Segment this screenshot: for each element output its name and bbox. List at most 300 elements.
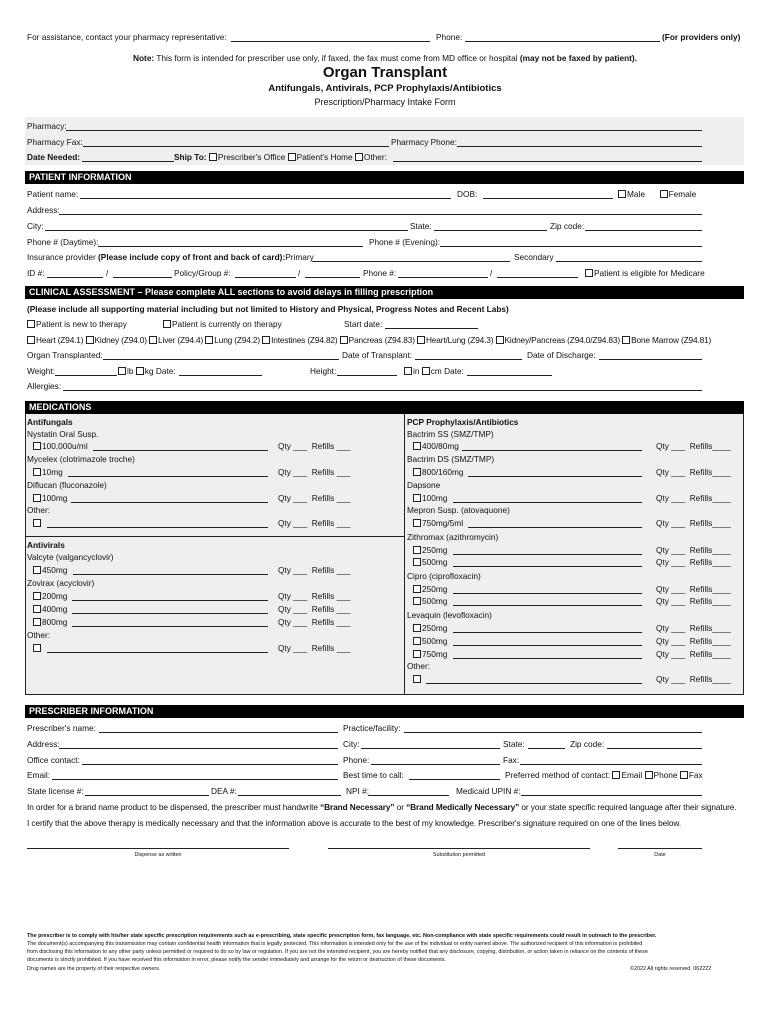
refills-label: Refills: [689, 545, 713, 555]
levaquin-750-checkbox[interactable]: [413, 650, 421, 658]
cipro-500-checkbox[interactable]: [413, 597, 421, 605]
valcyte-sig-field[interactable]: [73, 574, 268, 575]
brand-medically-necessary: “Brand Medically Necessary”: [406, 802, 520, 812]
rep-field[interactable]: [231, 41, 430, 42]
ship-to-label: Ship To:: [174, 152, 207, 162]
height-date-field[interactable]: [467, 375, 552, 376]
brand-or: or: [396, 802, 404, 812]
policy-primary-field[interactable]: [235, 277, 296, 278]
levaquin-250-sig-field[interactable]: [453, 632, 642, 633]
organ-transplanted-field[interactable]: [103, 359, 339, 360]
pref-email-label: Email: [621, 770, 643, 780]
zovirax-800-dose: 800mg: [42, 617, 68, 627]
antiviral-other-qty-refills: Qty ___ Refills ___: [278, 643, 351, 653]
office-contact-field[interactable]: [82, 764, 338, 765]
levaquin-500-option: [413, 636, 447, 646]
in-label: in: [413, 366, 420, 376]
refills-label: Refills: [311, 518, 335, 528]
lb-checkbox[interactable]: [118, 367, 126, 375]
mycelex-qty-refills: Qty ___ Refills ___: [278, 467, 351, 477]
qty-label: Qty: [656, 584, 669, 594]
new-therapy-label: Patient is new to therapy: [36, 319, 127, 329]
levaquin-500-checkbox[interactable]: [413, 637, 421, 645]
ship-other-field[interactable]: [393, 161, 702, 162]
signature-substitution-line[interactable]: [328, 848, 590, 849]
organ-kidney-label: Kidney (Z94.0): [94, 335, 147, 345]
prescriber-zip-field[interactable]: [607, 748, 702, 749]
mycelex-option: [33, 467, 63, 477]
valcyte-dose: 450mg: [42, 565, 68, 575]
pref-fax-checkbox[interactable]: [680, 771, 688, 779]
start-date-label: Start date:: [344, 319, 383, 329]
address-field[interactable]: [59, 214, 702, 215]
diflucan-label: Diflucan (fluconazole): [27, 480, 107, 490]
mepron-qty-refills: Qty ___ Refills____: [656, 518, 731, 528]
cipro-250-qty-refills: Qty ___ Refills____: [656, 584, 731, 594]
in-checkbox[interactable]: [404, 367, 412, 375]
organ-kidney-checkbox[interactable]: [86, 336, 94, 344]
preferred-contact: [505, 770, 703, 780]
nystatin-checkbox[interactable]: [33, 442, 41, 450]
kg-checkbox[interactable]: [136, 367, 144, 375]
pharmacy-phone-field[interactable]: [457, 146, 702, 147]
best-time-field[interactable]: [409, 779, 500, 780]
qty-label: Qty: [278, 518, 291, 528]
allergies-field[interactable]: [63, 390, 702, 391]
qty-label: Qty: [278, 617, 291, 627]
pref-phone-checkbox[interactable]: [645, 771, 653, 779]
clinical-note: (Please include all supporting material including but not limited to History and Physical, Progress Notes and Recent Labs): [27, 304, 509, 314]
qty-label: Qty: [656, 467, 669, 477]
mycelex-checkbox[interactable]: [33, 468, 41, 476]
medicare-checkbox[interactable]: [585, 269, 593, 277]
zovirax-400-sig-field[interactable]: [72, 613, 268, 614]
organ-pancreas-checkbox[interactable]: [340, 336, 348, 344]
prescriber-section-header: PRESCRIBER INFORMATION: [25, 705, 744, 718]
female-checkbox[interactable]: [660, 190, 668, 198]
patient-name-label: Patient name:: [27, 189, 79, 199]
antifungal-other-checkbox[interactable]: [33, 519, 41, 527]
ship-home-label: Patient's Home: [296, 152, 353, 162]
gender: [618, 189, 696, 199]
id-secondary-field[interactable]: [113, 277, 172, 278]
pref-fax-label: Fax: [688, 770, 703, 780]
dea-label: DEA #:: [211, 786, 237, 796]
height-units: [404, 366, 464, 376]
zovirax-800-checkbox[interactable]: [33, 618, 41, 626]
refills-label: Refills: [689, 649, 713, 659]
footer-compliance: The prescriber is to comply with his/her state specific prescription requirements such as e-prescribing, state specific prescription form, fax language, etc. Non-compliance with state specific requirements could result in outreach to the prescriber.: [27, 933, 657, 939]
practice-field[interactable]: [404, 732, 702, 733]
weight-units: [118, 366, 176, 376]
diflucan-qty-refills: Qty ___ Refills ___: [278, 493, 351, 503]
ship-other-label: Other:: [363, 152, 387, 162]
male-checkbox[interactable]: [618, 190, 626, 198]
zip-label: Zip code:: [550, 221, 585, 231]
mepron-option: [413, 518, 463, 528]
state-field[interactable]: [434, 230, 547, 231]
antivirals-heading: Antivirals: [27, 540, 65, 550]
pcp-heading: PCP Prophylaxis/Antibiotics: [407, 417, 519, 427]
ship-to: [174, 152, 387, 162]
insurance-label: Insurance provider: [27, 252, 96, 262]
refills-label: Refills: [311, 467, 335, 477]
dapsone-option: [413, 493, 447, 503]
antifungal-other-option: [33, 518, 42, 528]
pcp-other-field[interactable]: [426, 683, 642, 684]
npi-label: NPI #:: [346, 786, 370, 796]
zovirax-400-qty-refills: Qty ___ Refills ___: [278, 604, 351, 614]
dapsone-label: Dapsone: [407, 480, 441, 490]
bactrim-ss-qty-refills: Qty ___ Refills____: [656, 441, 731, 451]
brand-text-2: or your state specific required language after their signature.: [521, 802, 737, 812]
prescriber-email-label: Email:: [27, 770, 51, 780]
refills-label: Refills: [689, 636, 713, 646]
patient-section-header: PATIENT INFORMATION: [25, 171, 744, 184]
bactrim-ss-label: Bactrim SS (SMZ/TMP): [407, 429, 494, 439]
ins-phone-label: Phone #:: [363, 268, 397, 278]
pcp-other-qty-refills: Qty ___ Refills____: [656, 674, 731, 684]
ship-office-checkbox[interactable]: [209, 153, 217, 161]
mepron-label: Mepron Susp. (atovaquone): [407, 505, 510, 515]
qty-label: Qty: [278, 591, 291, 601]
pref-phone-label: Phone: [653, 770, 678, 780]
note-bold: (may not be faxed by patient).: [519, 53, 637, 63]
id-label: ID #:: [27, 268, 45, 278]
page-title: Organ Transplant: [322, 64, 448, 81]
levaquin-750-sig-field[interactable]: [453, 658, 642, 659]
organ-pancreas-label: Pancreas (Z94.83): [348, 335, 415, 345]
antifungal-other-field[interactable]: [47, 527, 268, 528]
new-therapy: [27, 319, 127, 329]
pharmacy-field[interactable]: [66, 130, 702, 131]
zovirax-400-checkbox[interactable]: [33, 605, 41, 613]
organ-heart-lung-label: Heart/Lung (Z94.3): [425, 335, 494, 345]
qty-label: Qty: [278, 604, 291, 614]
medicare-label: Patient is eligible for Medicare: [594, 268, 705, 278]
zithromax-250-qty-refills: Qty ___ Refills____: [656, 545, 731, 555]
organ-liver-checkbox[interactable]: [149, 336, 157, 344]
insurance: [27, 252, 314, 262]
diflucan-option: [33, 493, 67, 503]
zithromax-500-checkbox[interactable]: [413, 558, 421, 566]
primary-label: Primary: [285, 252, 314, 262]
cipro-250-option: [413, 584, 447, 594]
dapsone-dose: 100mg: [422, 493, 448, 503]
valcyte-checkbox[interactable]: [33, 566, 41, 574]
note-label: Note:: [133, 53, 155, 63]
insurance-secondary-field[interactable]: [556, 261, 702, 262]
levaquin-500-sig-field[interactable]: [453, 645, 642, 646]
mepron-dose: 750mg/5ml: [422, 518, 464, 528]
ins-phone-secondary-field[interactable]: [497, 277, 578, 278]
weight-label: Weight:: [27, 366, 55, 376]
bactrim-ss-sig-field[interactable]: [462, 450, 642, 451]
patient-name-field[interactable]: [80, 198, 451, 199]
cipro-500-qty-refills: Qty ___ Refills____: [656, 596, 731, 606]
organ-kidney-pancreas-label: Kidney/Pancreas (Z94.0/Z94.83): [504, 335, 620, 345]
dob-label: DOB:: [457, 189, 478, 199]
phone-day-field[interactable]: [98, 246, 363, 247]
policy-secondary-field[interactable]: [305, 277, 360, 278]
nystatin-label: Nystatin Oral Susp.: [27, 429, 99, 439]
id-primary-field[interactable]: [47, 277, 103, 278]
organ-heart-checkbox[interactable]: [27, 336, 35, 344]
zovirax-800-qty-refills: Qty ___ Refills ___: [278, 617, 351, 627]
cipro-500-dose: 500mg: [422, 596, 448, 606]
levaquin-750-dose: 750mg: [422, 649, 448, 659]
phone-eve-label: Phone # (Evening):: [369, 237, 441, 247]
levaquin-750-qty-refills: Qty ___ Refills____: [656, 649, 731, 659]
discharge-date-field[interactable]: [599, 359, 702, 360]
ship-other-checkbox[interactable]: [355, 153, 363, 161]
pharmacy-phone-label: Pharmacy Phone:: [391, 137, 457, 147]
zovirax-200-checkbox[interactable]: [33, 592, 41, 600]
current-therapy-checkbox[interactable]: [163, 320, 171, 328]
phone-eve-field[interactable]: [440, 246, 702, 247]
pcp-other-checkbox[interactable]: [413, 675, 421, 683]
organ-heart-lung-checkbox[interactable]: [417, 336, 425, 344]
signature-substitution-label: Substitution permitted: [432, 852, 486, 858]
date-needed-field[interactable]: [82, 161, 174, 162]
cipro-250-dose: 250mg: [422, 584, 448, 594]
refills-label: Refills: [689, 493, 713, 503]
preferred-label: Preferred method of contact:: [505, 770, 611, 780]
refills-label: Refills: [311, 617, 335, 627]
dob-field[interactable]: [483, 198, 613, 199]
signature-date-line[interactable]: [618, 848, 702, 849]
qty-label: Qty: [278, 441, 291, 451]
organ-bone-marrow-checkbox[interactable]: [622, 336, 630, 344]
phone-label: Phone:: [436, 32, 463, 42]
prescriber-name-label: Prescriber's name:: [27, 723, 96, 733]
antiviral-other-label: Other:: [27, 630, 51, 640]
footer-copyright: ©2022 All rights reserved. 062222: [630, 966, 712, 972]
antiviral-other-checkbox[interactable]: [33, 644, 41, 652]
cipro-label: Cipro (ciprofloxacin): [407, 571, 481, 581]
signature-daw-line[interactable]: [27, 848, 289, 849]
insurance-note: (Please include copy of front and back of card):: [98, 252, 286, 262]
mycelex-dose: 10mg: [42, 467, 63, 477]
zovirax-400-option: [33, 604, 67, 614]
refills-label: Refills: [311, 441, 335, 451]
organ-transplanted-label: Organ Transplanted:: [27, 350, 103, 360]
license-field[interactable]: [85, 795, 209, 796]
current-therapy-label: Patient is currently on therapy: [172, 319, 282, 329]
prescriber-address-field[interactable]: [59, 748, 338, 749]
refills-label: Refills: [689, 596, 713, 606]
bactrim-ds-sig-field[interactable]: [468, 476, 642, 477]
qty-label: Qty: [278, 565, 291, 575]
zithromax-500-sig-field[interactable]: [453, 566, 642, 567]
mepron-checkbox[interactable]: [413, 519, 421, 527]
qty-label: Qty: [656, 545, 669, 555]
levaquin-500-dose: 500mg: [422, 636, 448, 646]
levaquin-250-qty-refills: Qty ___ Refills____: [656, 623, 731, 633]
valcyte-qty-refills: Qty ___ Refills ___: [278, 565, 351, 575]
page-subtitle: Antifungals, Antivirals, PCP Prophylaxis/Antibiotics: [268, 83, 502, 94]
note: [0, 53, 770, 63]
providers-label: (For providers only): [662, 32, 741, 42]
brand-text-1: In order for a brand name product to be dispensed, the prescriber must handwrite: [27, 802, 318, 812]
mepron-sig-field[interactable]: [468, 527, 642, 528]
refills-label: Refills: [311, 643, 335, 653]
levaquin-label: Levaquin (levofloxacin): [407, 610, 492, 620]
height-field[interactable]: [337, 375, 397, 376]
zithromax-label: Zithromax (azithromycin): [407, 532, 499, 542]
transplant-date-label: Date of Transplant:: [342, 350, 413, 360]
cipro-250-checkbox[interactable]: [413, 585, 421, 593]
prescriber-state-field[interactable]: [528, 748, 565, 749]
kg-label: kg Date:: [144, 366, 176, 376]
ship-home-checkbox[interactable]: [288, 153, 296, 161]
cipro-500-option: [413, 596, 447, 606]
refills-label: Refills: [689, 467, 713, 477]
qty-label: Qty: [278, 467, 291, 477]
prescriber-zip-label: Zip code:: [570, 739, 605, 749]
bactrim-ds-option: [413, 467, 464, 477]
bactrim-ds-checkbox[interactable]: [413, 468, 421, 476]
best-time-label: Best time to call:: [343, 770, 404, 780]
organ-checkboxes: [27, 335, 711, 345]
zovirax-200-qty-refills: Qty ___ Refills ___: [278, 591, 351, 601]
diflucan-checkbox[interactable]: [33, 494, 41, 502]
prescriber-city-field[interactable]: [361, 748, 500, 749]
refills-label: Refills: [689, 441, 713, 451]
nystatin-option: [33, 441, 88, 451]
zovirax-800-sig-field[interactable]: [72, 626, 268, 627]
nystatin-qty-refills: Qty ___ Refills ___: [278, 441, 351, 451]
qty-label: Qty: [656, 623, 669, 633]
qty-label: Qty: [656, 636, 669, 646]
pharmacy-label: Pharmacy:: [27, 121, 67, 131]
zithromax-250-sig-field[interactable]: [453, 554, 642, 555]
new-therapy-checkbox[interactable]: [27, 320, 35, 328]
ins-phone-slash: /: [490, 268, 493, 278]
prescriber-fax-field[interactable]: [520, 764, 702, 765]
weight-date-field[interactable]: [179, 375, 262, 376]
prescriber-fax-label: Fax:: [503, 755, 520, 765]
refills-label: Refills: [689, 674, 713, 684]
zip-field[interactable]: [585, 230, 702, 231]
organ-lung-checkbox[interactable]: [205, 336, 213, 344]
npi-field[interactable]: [368, 795, 449, 796]
cipro-500-sig-field[interactable]: [453, 605, 642, 606]
organ-intestines-label: Intestines (Z94.82): [271, 335, 338, 345]
height-label: Height:: [310, 366, 337, 376]
date-needed-label: Date Needed:: [27, 152, 81, 162]
zovirax-400-dose: 400mg: [42, 604, 68, 614]
antiviral-other-field[interactable]: [47, 652, 268, 653]
qty-label: Qty: [278, 643, 291, 653]
prescriber-address-label: Address:: [27, 739, 60, 749]
male-label: Male: [627, 189, 645, 199]
qty-label: Qty: [656, 596, 669, 606]
antifungal-other-qty-refills: Qty ___ Refills ___: [278, 518, 351, 528]
dapsone-checkbox[interactable]: [413, 494, 421, 502]
dea-field[interactable]: [238, 795, 341, 796]
brand-necessary: “Brand Necessary”: [320, 802, 395, 812]
prescriber-state-label: State:: [503, 739, 525, 749]
transplant-date-field[interactable]: [415, 359, 522, 360]
pref-email-checkbox[interactable]: [612, 771, 620, 779]
organ-intestines-checkbox[interactable]: [262, 336, 270, 344]
nystatin-sig-field[interactable]: [93, 450, 268, 451]
levaquin-750-option: [413, 649, 447, 659]
id-slash: /: [106, 268, 109, 278]
rep-phone-field[interactable]: [465, 41, 660, 42]
prescriber-phone-label: Phone:: [343, 755, 370, 765]
zithromax-250-checkbox[interactable]: [413, 546, 421, 554]
organ-bone-marrow-label: Bone Marrow (Z94.81): [631, 335, 712, 345]
cipro-250-sig-field[interactable]: [453, 593, 642, 594]
medications-section-header: MEDICATIONS: [25, 401, 744, 414]
license-label: State license #:: [27, 786, 84, 796]
lb-label: lb: [127, 366, 134, 376]
diflucan-sig-field[interactable]: [71, 502, 268, 503]
note-text: This form is intended for prescriber use only, if faxed, the fax must come from MD office or hospital: [156, 53, 518, 63]
female-label: Female: [668, 189, 697, 199]
city-field[interactable]: [45, 230, 408, 231]
upin-label: Medicaid UPIN #:: [456, 786, 521, 796]
medicare: [585, 268, 705, 278]
page-subtitle-2: Prescription/Pharmacy Intake Form: [314, 97, 456, 107]
office-contact-label: Office contact:: [27, 755, 80, 765]
footer-line-3: documents is strictly prohibited. If you have received this information in error, please notify the sender immediately and arrange for the return or destruction of these documents.: [27, 957, 446, 963]
valcyte-option: [33, 565, 67, 575]
organ-heart-label: Heart (Z94.1): [36, 335, 84, 345]
weight-field[interactable]: [55, 375, 117, 376]
antifungal-other-label: Other:: [27, 505, 51, 515]
prescriber-phone-field[interactable]: [371, 764, 500, 765]
levaquin-250-checkbox[interactable]: [413, 624, 421, 632]
prescriber-name-field[interactable]: [99, 732, 338, 733]
current-therapy: [163, 319, 282, 329]
organ-kidney-pancreas-checkbox[interactable]: [496, 336, 504, 344]
zithromax-500-option: [413, 557, 447, 567]
prescriber-city-label: City:: [343, 739, 360, 749]
ins-phone-primary-field[interactable]: [398, 277, 488, 278]
prescriber-email-field[interactable]: [52, 779, 338, 780]
mycelex-sig-field[interactable]: [68, 476, 268, 477]
bactrim-ds-label: Bactrim DS (SMZ/TMP): [407, 454, 495, 464]
insurance-primary-field[interactable]: [312, 261, 510, 262]
zithromax-250-dose: 250mg: [422, 545, 448, 555]
zovirax-label: Zovirax (acyclovir): [27, 578, 95, 588]
levaquin-250-option: [413, 623, 447, 633]
policy-slash: /: [298, 268, 301, 278]
refills-label: Refills: [689, 557, 713, 567]
pcp-other-option: [413, 674, 422, 684]
assist-label: For assistance, contact your pharmacy representative:: [27, 32, 227, 42]
ship-office-label: Prescriber's Office: [217, 152, 286, 162]
qty-label: Qty: [656, 441, 669, 451]
upin-field[interactable]: [521, 795, 702, 796]
start-date-field[interactable]: [385, 328, 478, 329]
bactrim-ss-option: [413, 441, 459, 451]
pharmacy-fax-field[interactable]: [83, 146, 389, 147]
zovirax-200-dose: 200mg: [42, 591, 68, 601]
dapsone-sig-field[interactable]: [453, 502, 642, 503]
levaquin-500-qty-refills: Qty ___ Refills____: [656, 636, 731, 646]
antifungals-heading: Antifungals: [27, 417, 73, 427]
refills-label: Refills: [689, 584, 713, 594]
cm-checkbox[interactable]: [422, 367, 430, 375]
qty-label: Qty: [656, 557, 669, 567]
bactrim-ss-checkbox[interactable]: [413, 442, 421, 450]
zithromax-250-option: [413, 545, 447, 555]
zovirax-200-sig-field[interactable]: [72, 600, 268, 601]
